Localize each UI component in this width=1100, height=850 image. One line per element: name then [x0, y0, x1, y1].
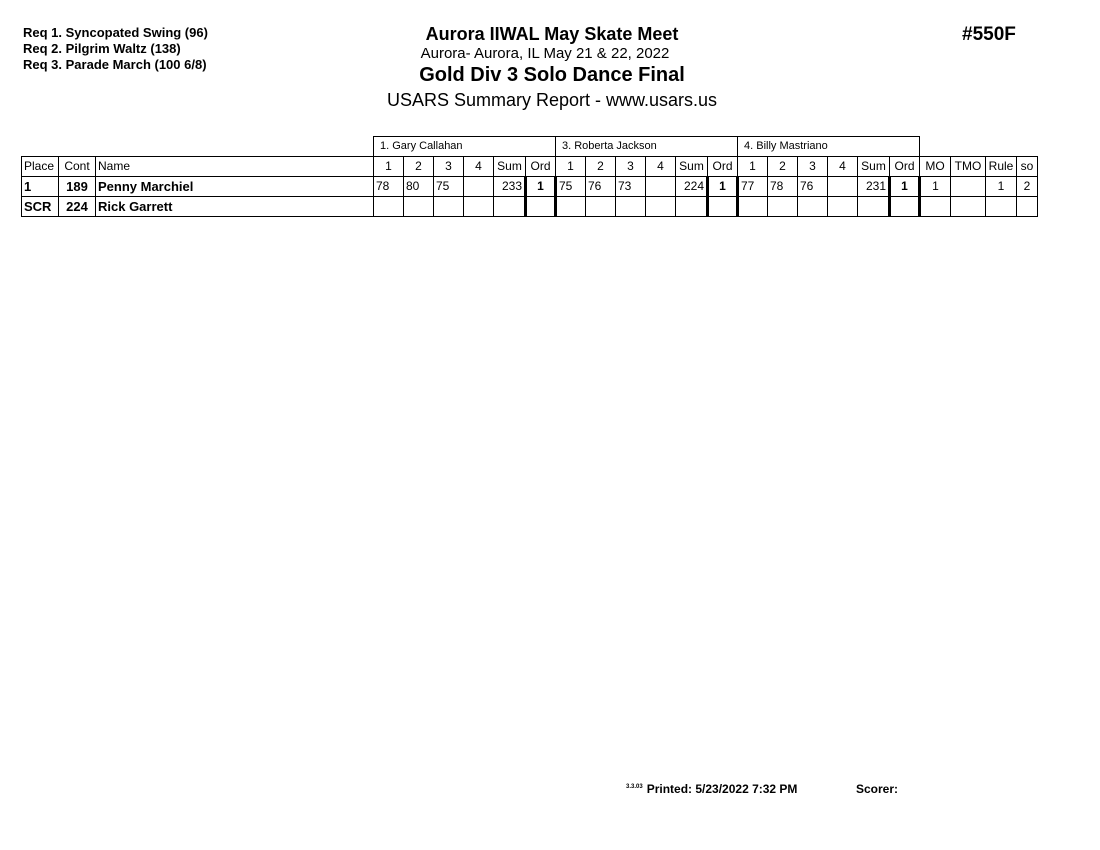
- col-j1-score3: 3: [434, 156, 464, 176]
- score-cell: 78: [374, 176, 404, 196]
- version-label: 3.3.03: [626, 784, 643, 790]
- col-j4-sum: Sum: [858, 156, 890, 176]
- req-1: Req 1. Syncopated Swing (96): [23, 25, 208, 40]
- mo-cell: 1: [920, 176, 951, 196]
- score-cell: [738, 196, 768, 216]
- col-j3-score3: 3: [616, 156, 646, 176]
- meet-location: Aurora- Aurora, IL May 21 & 22, 2022: [420, 45, 670, 62]
- score-cell: [586, 196, 616, 216]
- col-j3-ord: Ord: [708, 156, 738, 176]
- score-cell: [646, 196, 676, 216]
- col-so: so: [1017, 156, 1038, 176]
- col-j3-sum: Sum: [676, 156, 708, 176]
- table-row: [22, 176, 1038, 196]
- col-j4-score2: 2: [768, 156, 798, 176]
- ord-cell: [890, 196, 920, 216]
- score-cell: [434, 196, 464, 216]
- col-name: Name: [96, 156, 374, 176]
- col-j1-score4: 4: [464, 156, 494, 176]
- printed-label: Printed: 5/23/2022 7:32 PM: [646, 782, 798, 796]
- column-header-row: [22, 156, 1038, 176]
- row-name: Penny Marchiel: [96, 176, 374, 196]
- sum-cell: 224: [676, 176, 708, 196]
- score-cell: 75: [434, 176, 464, 196]
- score-cell: 73: [616, 176, 646, 196]
- judge-3-name: 3. Roberta Jackson: [556, 137, 738, 157]
- event-number: #550F: [962, 24, 1016, 45]
- score-cell: [464, 196, 494, 216]
- score-cell: [464, 176, 494, 196]
- sum-cell: [676, 196, 708, 216]
- col-j3-score4: 4: [646, 156, 676, 176]
- sum-cell: [494, 196, 526, 216]
- ord-cell: [708, 196, 738, 216]
- score-cell: 77: [738, 176, 768, 196]
- meet-title: Aurora IIWAL May Skate Meet: [425, 24, 679, 44]
- ord-cell: 1: [526, 176, 556, 196]
- sum-cell: 231: [858, 176, 890, 196]
- mo-cell: [920, 196, 951, 216]
- row-cont: 189: [59, 176, 96, 196]
- score-cell: 76: [798, 176, 828, 196]
- tmo-cell: [951, 176, 986, 196]
- ord-cell: [526, 196, 556, 216]
- so-cell: 2: [1017, 176, 1038, 196]
- col-mo: MO: [920, 156, 951, 176]
- score-cell: [374, 196, 404, 216]
- col-j3-score2: 2: [586, 156, 616, 176]
- score-cell: [556, 196, 586, 216]
- col-cont: Cont: [59, 156, 96, 176]
- printed-timestamp: [626, 782, 797, 796]
- req-3: Req 3. Parade March (100 6/8): [23, 57, 207, 72]
- ord-cell: 1: [890, 176, 920, 196]
- row-cont: 224: [59, 196, 96, 216]
- col-place: Place: [22, 156, 59, 176]
- event-name: Gold Div 3 Solo Dance Final: [419, 64, 685, 86]
- score-cell: 76: [586, 176, 616, 196]
- score-cell: [404, 196, 434, 216]
- col-j1-ord: Ord: [526, 156, 556, 176]
- row-place: SCR: [22, 196, 59, 216]
- rule-cell: 1: [986, 176, 1017, 196]
- score-cell: 78: [768, 176, 798, 196]
- row-place: 1: [22, 176, 59, 196]
- judge-1-name: 1. Gary Callahan: [374, 137, 556, 157]
- judge-4-name: 4. Billy Mastriano: [738, 137, 920, 157]
- col-j4-score4: 4: [828, 156, 858, 176]
- col-j1-score2: 2: [404, 156, 434, 176]
- report-title: USARS Summary Report - www.usars.us: [386, 90, 718, 110]
- ord-cell: 1: [708, 176, 738, 196]
- scorer-label: Scorer:: [856, 782, 899, 796]
- tmo-cell: [951, 196, 986, 216]
- req-2: Req 2. Pilgrim Waltz (138): [23, 41, 181, 56]
- row-name: Rick Garrett: [96, 196, 374, 216]
- judge-header-row: [22, 137, 1038, 157]
- col-j4-score1: 1: [738, 156, 768, 176]
- required-dances: [23, 25, 208, 73]
- score-cell: [828, 176, 858, 196]
- col-rule: Rule: [986, 156, 1017, 176]
- sum-cell: [858, 196, 890, 216]
- table-row: [22, 196, 1038, 216]
- col-tmo: TMO: [951, 156, 986, 176]
- score-cell: 80: [404, 176, 434, 196]
- score-cell: [798, 196, 828, 216]
- so-cell: [1017, 196, 1038, 216]
- col-j4-ord: Ord: [890, 156, 920, 176]
- results-table: [21, 136, 1038, 217]
- col-j3-score1: 1: [556, 156, 586, 176]
- col-j1-score1: 1: [374, 156, 404, 176]
- sum-cell: 233: [494, 176, 526, 196]
- score-cell: [646, 176, 676, 196]
- score-cell: 75: [556, 176, 586, 196]
- score-cell: [616, 196, 646, 216]
- score-cell: [828, 196, 858, 216]
- rule-cell: [986, 196, 1017, 216]
- score-cell: [768, 196, 798, 216]
- col-j4-score3: 3: [798, 156, 828, 176]
- col-j1-sum: Sum: [494, 156, 526, 176]
